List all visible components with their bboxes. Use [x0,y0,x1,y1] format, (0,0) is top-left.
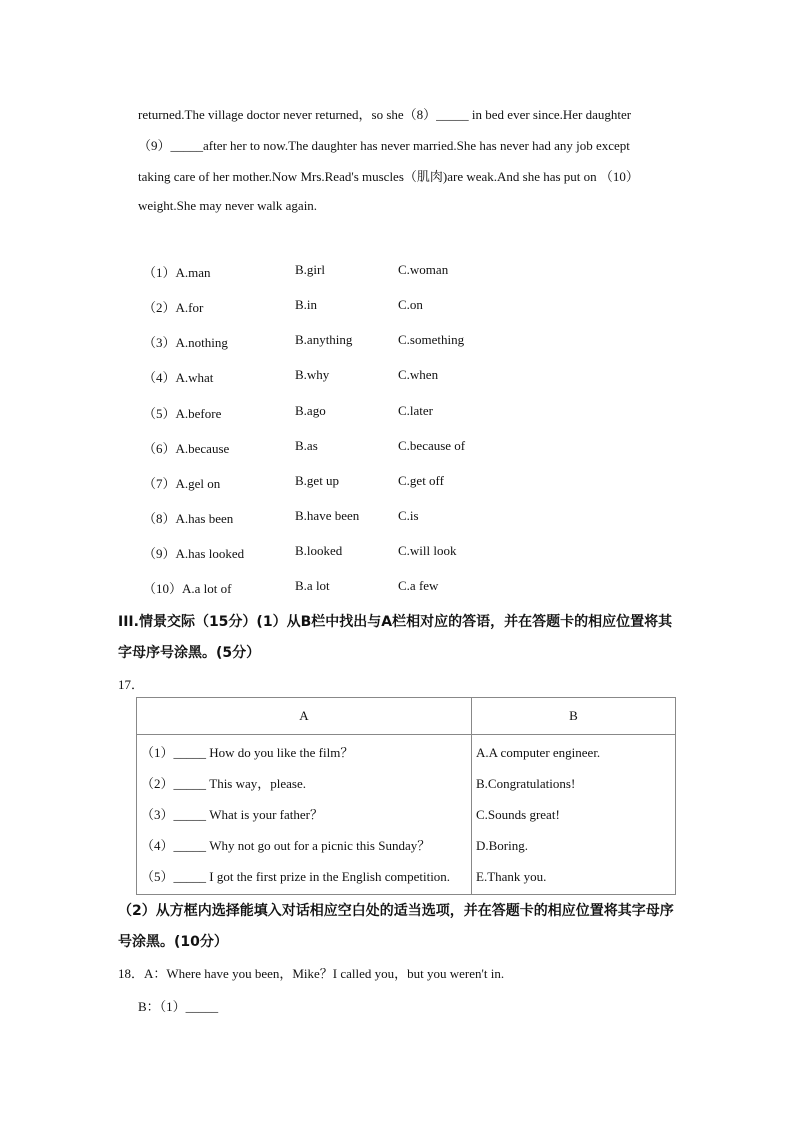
option-b: B.as [295,438,318,453]
matching-table [136,697,676,895]
option-a: （3）A.nothing [143,335,228,350]
option-c: C.a few [398,578,439,593]
dialogue-line-b: B：（1）_____ [138,999,219,1014]
column-a-items [137,735,472,895]
list-item: （2）_____ This way，please. [141,776,307,791]
option-b: B.in [295,297,318,312]
list-item: A.A computer engineer. [476,745,601,760]
option-c: C.because of [398,438,466,453]
question-number: 17． [118,677,145,692]
list-item: E.Thank you. [476,869,547,884]
option-c: C.something [398,332,465,347]
option-b: B.looked [295,543,343,558]
option-a: （5）A.before [143,406,222,421]
list-item: （1）_____ How do you like the film？ [141,745,354,760]
option-a: （10）A.a lot of [143,581,232,596]
option-b: B.why [295,367,330,382]
option-b: B.a lot [295,578,330,593]
option-c: C.when [398,367,439,382]
column-b-header: B [472,698,676,735]
option-b: B.anything [295,332,353,347]
passage-line-2: （9）_____after her to now.The daughter has never married.She has never had any job except [138,138,630,153]
option-c: C.later [398,403,434,418]
passage-line-3: taking care of her mother.Now Mrs.Read's muscles（肌肉)are weak.And she has put on （10） [138,169,639,184]
list-item: （3）_____ What is your father？ [141,807,323,822]
column-a-header: A [137,698,472,735]
option-a: （9）A.has looked [143,546,245,561]
option-a: （1）A.man [143,265,211,280]
list-item: （4）_____ Why not go out for a picnic this Sunday？ [141,838,431,853]
list-item: （5）_____ I got the first prize in the English competition. [141,869,451,884]
option-c: C.will look [398,543,457,558]
option-c: C.woman [398,262,449,277]
part-heading-cont: 号涂黑。(10分） [118,934,228,950]
option-b: B.girl [295,262,325,277]
list-item: D.Boring. [476,838,528,853]
column-b-items [472,735,676,895]
option-a: （7）A.gel on [143,476,221,491]
option-c: C.get off [398,473,444,488]
option-a: （4）A.what [143,370,214,385]
option-c: C.is [398,508,419,523]
passage-line-4: weight.She may never walk again. [138,198,318,213]
list-item: C.Sounds great! [476,807,560,822]
option-c: C.on [398,297,423,312]
dialogue-line-a: 18．A：Where have you been，Mike？I called you，but you weren't in. [118,966,505,981]
option-b: B.have been [295,508,360,523]
section-heading-cont: 字母序号涂黑。(5分） [118,645,261,661]
option-a: （6）A.because [143,441,230,456]
option-b: B.get up [295,473,340,488]
passage-line-1: returned.The village doctor never returned，so she（8）_____ in bed ever since.Her daughter [138,107,632,122]
option-a: （8）A.has been [143,511,234,526]
list-item: B.Congratulations! [476,776,576,791]
part-heading: （2）从方框内选择能填入对话相应空白处的适当选项，并在答题卡的相应位置将其字母序 [118,903,674,919]
section-heading: III.情景交际（15分）(1）从B栏中找出与A栏相对应的答语，并在答题卡的相应位置将其 [118,614,673,630]
option-a: （2）A.for [143,300,204,315]
option-b: B.ago [295,403,326,418]
